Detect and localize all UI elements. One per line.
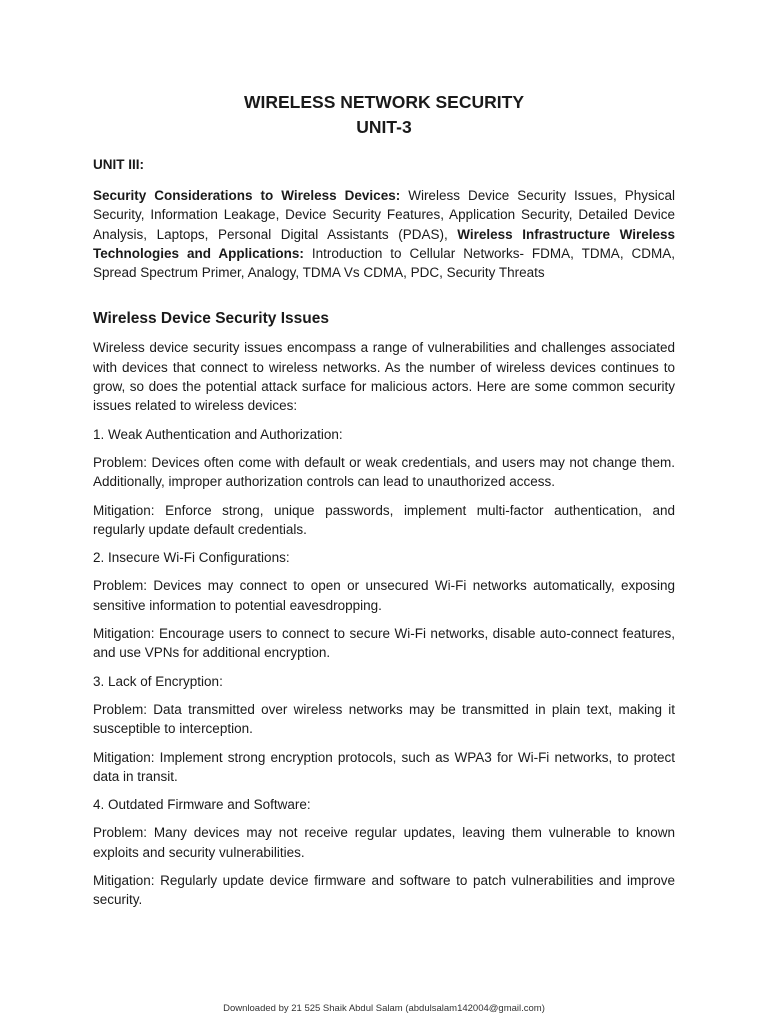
download-footer: Downloaded by 21 525 Shaik Abdul Salam (abdulsalam142004@gmail.com) [223, 1003, 545, 1014]
item-4-problem: Problem: Many devices may not receive regular updates, leaving them vulnerable to known exploits and security vulnerabilities. [93, 825, 675, 860]
item-4-mitigation: Mitigation: Regularly update device firmware and software to patch vulnerabilities and improve security. [93, 873, 675, 908]
document-title [93, 90, 675, 140]
title-line-1: WIRELESS NETWORK SECURITY [243, 92, 524, 112]
item-3-problem: Problem: Data transmitted over wireless networks may be transmitted in plain text, making it susceptible to interception. [93, 701, 675, 737]
item-1-problem: Problem: Devices often come with default or weak credentials, and users may not change them. Additionally, improper authorization controls can lead to unauthorized access. [93, 454, 675, 490]
item-4-heading: 4. Outdated Firmware and Software: [93, 797, 311, 813]
item-1-heading: 1. Weak Authentication and Authorization: [93, 426, 343, 442]
item-2-problem: Problem: Devices may connect to open or unsecured Wi-Fi networks automatically, exposing sensitive information to potential eavesdropping. [93, 578, 675, 613]
item-2-heading: 2. Insecure Wi-Fi Configurations: [93, 550, 290, 566]
item-3-mitigation: Mitigation: Implement strong encryption protocols, such as WPA3 for Wi-Fi networks, to protect data in transit. [93, 749, 675, 784]
unit-label: UNIT III: [93, 157, 144, 172]
item-2-mitigation: Mitigation: Encourage users to connect to secure Wi-Fi networks, disable auto-connect features, and use VPNs for additional encryption. [93, 626, 675, 661]
syllabus-text-1: Wireless Device Security Issues, Physical Security, Information Leakage, Device Security Features, Application Security, Detailed Device Analysis, Laptops, Personal Digital Assistants (PDAS), [93, 188, 675, 242]
title-line-2: UNIT-3 [356, 117, 412, 137]
section-heading: Wireless Device Security Issues [93, 310, 329, 328]
syllabus-bold-2: Wireless Infrastructure Wireless Technologies and Applications: [93, 226, 675, 261]
item-3-heading: 3. Lack of Encryption: [93, 673, 223, 689]
item-1-mitigation: Mitigation: Enforce strong, unique passwords, implement multi-factor authentication, and regularly update default credentials. [93, 502, 675, 537]
syllabus-paragraph [93, 186, 675, 282]
intro-paragraph: Wireless device security issues encompass a range of vulnerabilities and challenges associated with devices that connect to wireless networks. As the number of wireless devices continues to grow, so does the potential attack surface for malicious actors. Here are some common security issues related to wireless devices: [93, 340, 675, 414]
syllabus-bold-1: Security Considerations to Wireless Devices: [93, 188, 401, 203]
syllabus-text-2: Introduction to Cellular Networks- FDMA, TDMA, CDMA, Spread Spectrum Primer, Analogy, TDMA Vs CDMA, PDC, Security Threats [93, 245, 675, 281]
document-page [93, 90, 675, 919]
